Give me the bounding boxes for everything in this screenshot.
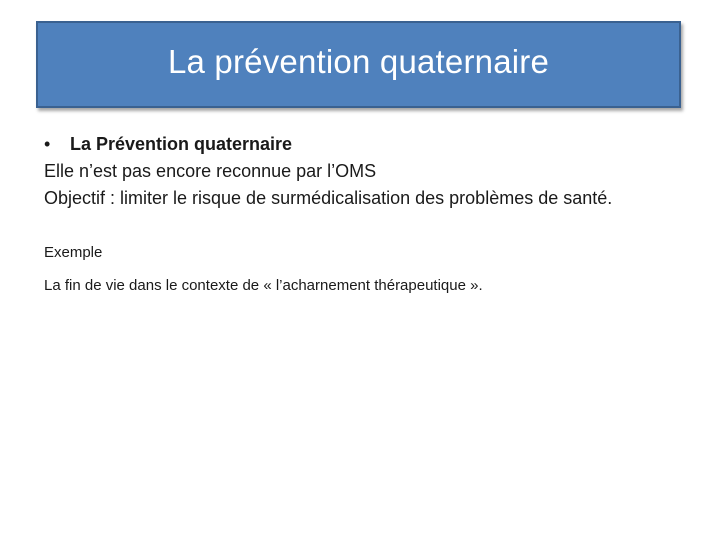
bullet-heading: La Prévention quaternaire — [70, 134, 293, 154]
status-line: Elle n’est pas encore reconnue par l’OMS — [44, 161, 377, 181]
slide-title: La prévention quaternaire — [167, 42, 550, 80]
bullet-icon: • — [44, 134, 51, 154]
objective-line: Objectif : limiter le risque de surmédicalisation des problèmes de santé. — [44, 188, 613, 208]
title-banner — [36, 21, 681, 108]
example-heading: Exemple — [44, 244, 103, 261]
bullet-item — [44, 131, 684, 158]
slide-body — [44, 131, 684, 296]
example-text: La fin de vie dans le contexte de « l’acharnement thérapeutique ». — [44, 277, 483, 294]
